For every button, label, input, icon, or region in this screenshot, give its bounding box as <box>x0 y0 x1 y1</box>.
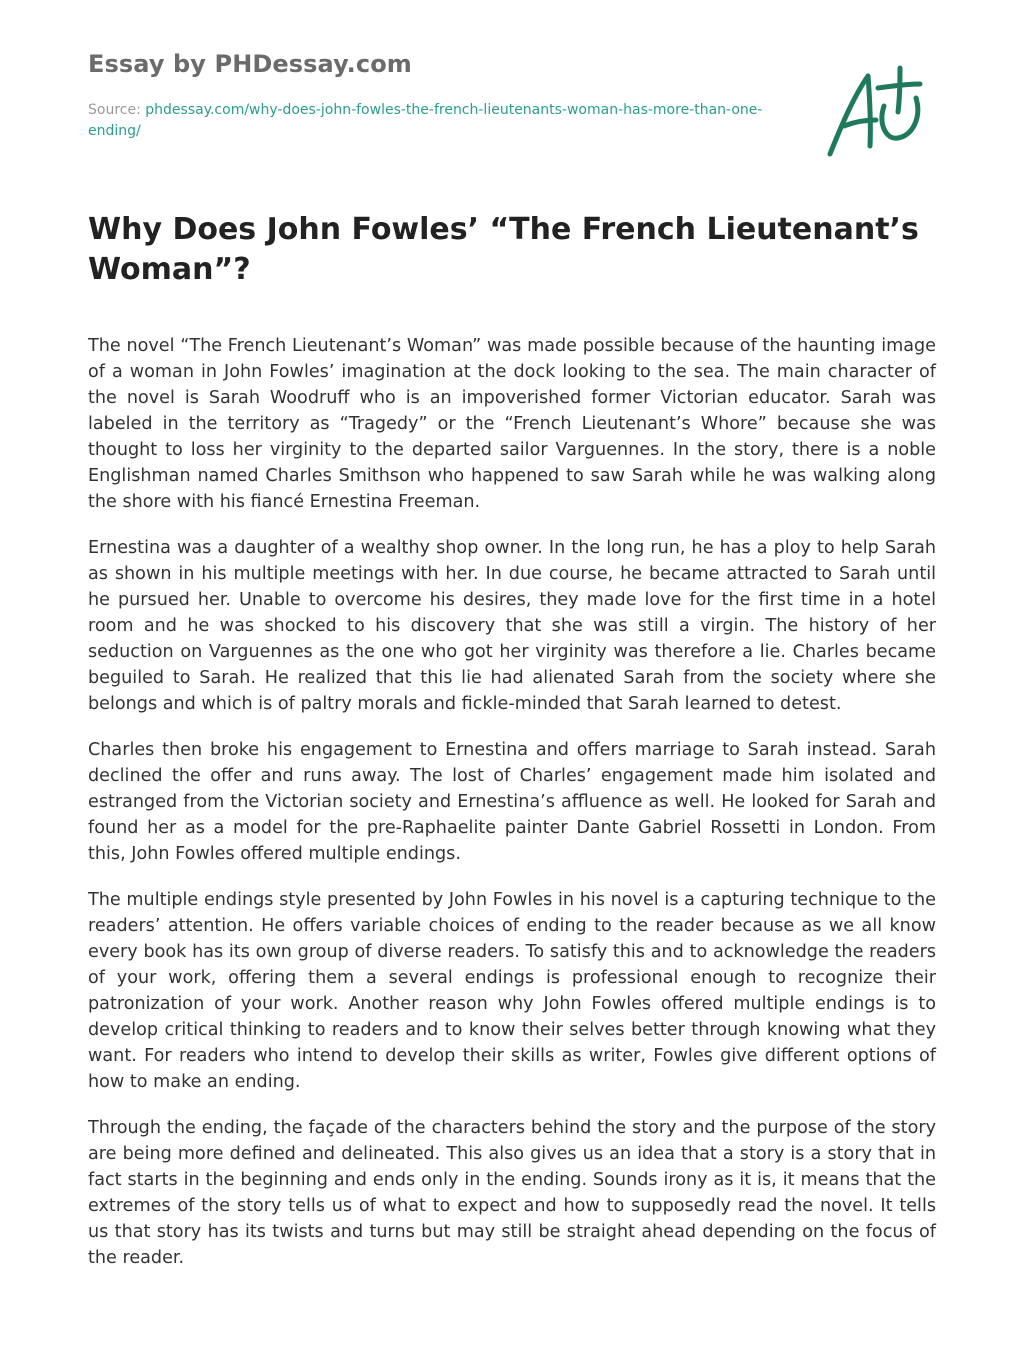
essay-paragraph: The multiple endings style presented by John Fowles in his novel is a capturing technique to the readers’ attention. He offers variable choices of ending to the reader because as we all know every book has its own group of diverse readers. To satisfy this and to acknowledge the readers of your work, offering them a several endings is professional enough to recognize their patronization of your work. Another reason why John Fowles offered multiple endings is to develop critical thinking to readers and to know their selves better through knowing what they want. For readers who intend to develop their skills as writer, Fowles give different options of how to make an ending. <box>88 890 936 1092</box>
essay-body <box>88 333 936 1291</box>
essay-title: Why Does John Fowles’ “The French Lieutenant’s Woman”? <box>88 212 919 287</box>
a-plus-logo-icon <box>820 62 930 162</box>
source-line <box>88 100 768 142</box>
essay-paragraph: Through the ending, the façade of the characters behind the story and the purpose of the story are being more defined and delineated. This also gives us an idea that a story is a story that in fact starts in the beginning and ends only in the ending. Sounds irony as it is, it means that the extremes of the story tells us of what to expect and how to supposedly read the novel. It tells us that story has its twists and turns but may still be straight ahead depending on the focus of the reader. <box>88 1118 936 1268</box>
source-link[interactable]: phdessay.com/why-does-john-fowles-the-french-lieutenants-woman-has-more-than-one-ending/ <box>88 102 763 139</box>
essay-paragraph: The novel “The French Lieutenant’s Woman” was made possible because of the haunting image of a woman in John Fowles’ imagination at the dock looking to the sea. The main character of the novel is Sarah Woodruff who is an impoverished former Victorian educator. Sarah was labeled in the territory as “Tragedy” or the “French Lieutenant’s Whore” because she was thought to loss her virginity to the departed sailor Varguennes. In the story, there is a noble Englishman named Charles Smithson who happened to saw Sarah while he was walking along the shore with his fiancé Ernestina Freeman. <box>88 336 936 512</box>
essay-paragraph: Charles then broke his engagement to Ernestina and offers marriage to Sarah instead. Sarah declined the offer and runs away. The lost of Charles’ engagement made him isolated and estranged from the Victorian society and Ernestina’s affluence as well. He looked for Sarah and found her as a model for the pre-Raphaelite painter Dante Gabriel Rossetti in London. From this, John Fowles offered multiple endings. <box>88 740 936 864</box>
source-label: Source: <box>88 102 146 118</box>
essay-paragraph: Ernestina was a daughter of a wealthy shop owner. In the long run, he has a ploy to help Sarah as shown in his multiple meetings with her. In due course, he became attracted to Sarah until he pursued her. Unable to overcome his desires, they made love for the first time in a hotel room and he was shocked to his discovery that she was still a virgin. The history of her seduction on Varguennes as the one who got her virginity was therefore a lie. Charles became beguiled to Sarah. He realized that this lie had alienated Sarah from the society where she belongs and which is of paltry morals and fickle-minded that Sarah learned to detest. <box>88 538 936 714</box>
site-brand: Essay by PHDessay.com <box>88 50 412 78</box>
